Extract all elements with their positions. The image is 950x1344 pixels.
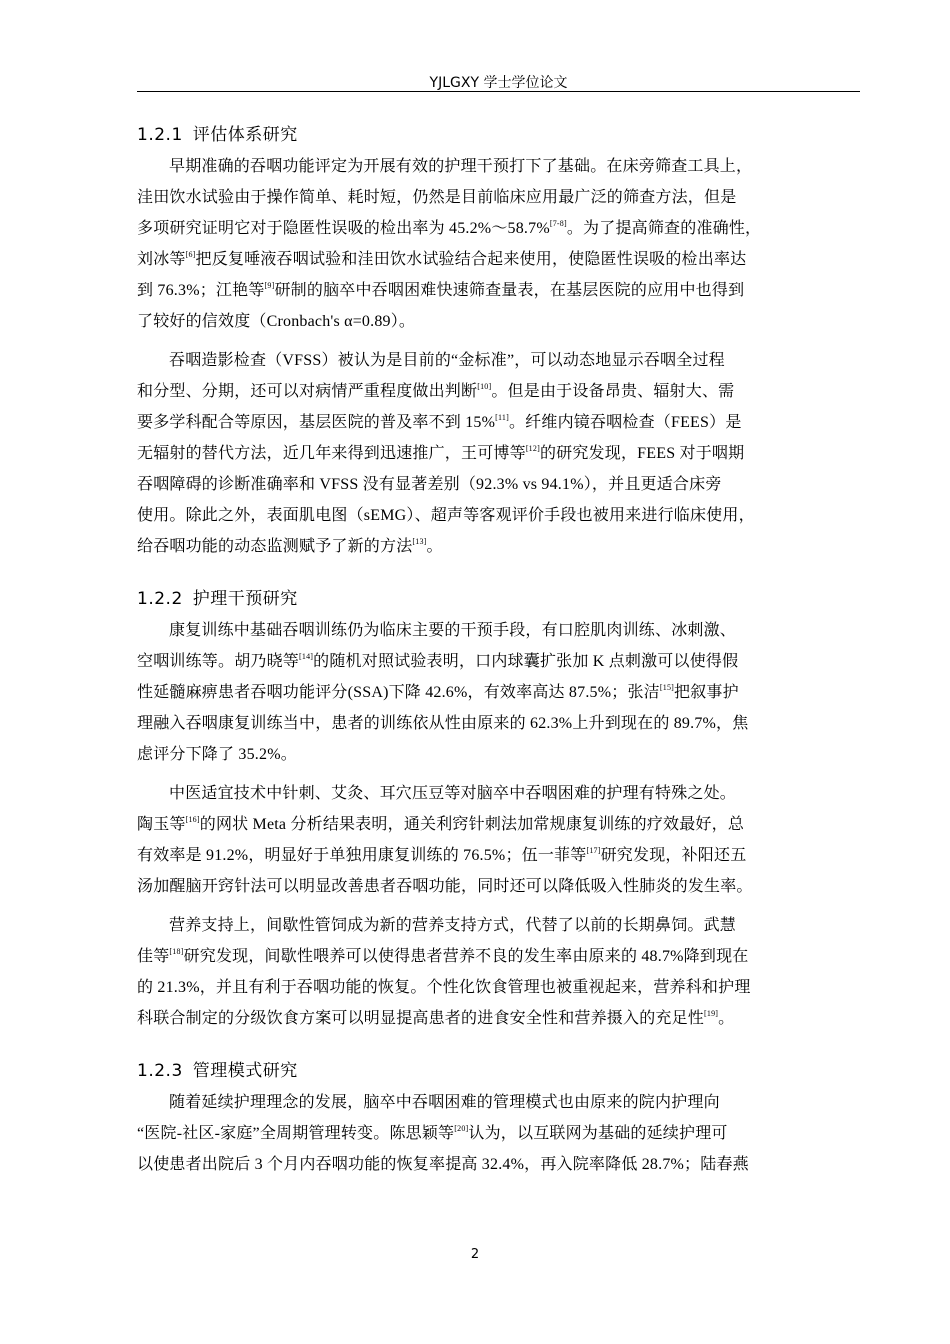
citation-ref[interactable]: [12]: [525, 444, 540, 453]
citation-ref[interactable]: [20]: [454, 1124, 469, 1133]
citation-ref[interactable]: [13]: [412, 537, 427, 546]
body-paragraph: [137, 151, 860, 337]
text-line: 虑评分下降了 35.2%。: [137, 746, 297, 763]
text-line: 营养支持上，间歇性管饲成为新的营养支持方式，代替了以前的长期鼻饲。武慧: [169, 917, 737, 934]
text-line: 早期准确的吞咽功能评定为开展有效的护理干预打下了基础。在床旁筛查工具上，: [169, 158, 753, 175]
text-line: 给吞咽功能的动态监测赋予了新的方法[13]。: [137, 537, 443, 555]
section-title: 护理干预研究: [192, 589, 298, 609]
document-body: [137, 108, 860, 1188]
header-divider: [137, 91, 860, 92]
section-number: 1.2.1: [137, 125, 183, 145]
text-line: 佳等[18]研究发现，间歇性喂养可以使得患者营养不良的发生率由原来的 48.7%降到现在: [137, 947, 749, 965]
text-line: 洼田饮水试验由于操作简单、耗时短，仍然是目前临床应用最广泛的筛查方法，但是: [137, 189, 737, 206]
section-title: 管理模式研究: [192, 1061, 298, 1081]
text-line: 陶玉等[16]的网状 Meta 分析结果表明，通关利窍针刺法加常规康复训练的疗效最好，总: [137, 815, 745, 833]
citation-ref[interactable]: [9]: [264, 281, 275, 290]
text-line: 理融入吞咽康复训练当中，患者的训练依从性由原来的 62.3%上升到现在的 89.7%，焦: [137, 715, 749, 732]
section-number: 1.2.3: [137, 1061, 183, 1081]
section-number: 1.2.2: [137, 589, 183, 609]
citation-ref[interactable]: [14]: [299, 652, 314, 661]
text-line: 空咽训练等。胡乃晓等[14]的随机对照试验表明，口内球囊扩张加 K 点刺激可以使得假: [137, 652, 739, 670]
text-line: 科联合制定的分级饮食方案可以明显提高患者的进食安全性和营养摄入的充足性[19]。: [137, 1009, 735, 1027]
text-line: 到 76.3%；江艳等[9]研制的脑卒中吞咽困难快速筛查量表，在基层医院的应用中也得到: [137, 281, 745, 299]
citation-ref[interactable]: [19]: [704, 1009, 719, 1018]
text-line: 随着延续护理理念的发展，脑卒中吞咽困难的管理模式也由原来的院内护理向: [169, 1094, 720, 1111]
text-line: “医院-社区-家庭”全周期管理转变。陈思颖等[20]认为，以互联网为基础的延续护理可: [137, 1124, 728, 1142]
text-line: 和分型、分期，还可以对病情严重程度做出判断[10]。但是由于设备昂贵、辐射大、需: [137, 382, 735, 400]
citation-ref[interactable]: [10]: [477, 382, 492, 391]
citation-ref[interactable]: [15]: [659, 683, 675, 692]
section-heading: [137, 120, 860, 145]
text-line: 使用。除此之外，表面肌电图（sEMG）、超声等客观评价手段也被用来进行临床使用，: [137, 507, 755, 524]
citation-ref[interactable]: [7-8]: [549, 219, 567, 228]
body-paragraph: [137, 615, 860, 770]
text-line: 性延髓麻痹患者吞咽功能评分(SSA)下降 42.6%，有效率高达 87.5%；张洁[15]把叙事护: [137, 683, 739, 701]
body-paragraph: [137, 345, 860, 562]
body-paragraph: [137, 1087, 860, 1180]
section-heading: [137, 584, 860, 609]
text-line: 有效率是 91.2%，明显好于单独用康复训练的 76.5%；伍一菲等[17]研究发现，补阳还五: [137, 846, 747, 864]
text-line: 中医适宜技术中针刺、艾灸、耳穴压豆等对脑卒中吞咽困难的护理有特殊之处。: [169, 785, 737, 802]
text-line: 吞咽障碍的诊断准确率和 VFSS 没有显著差别（92.3% vs 94.1%），并且更适合床旁: [137, 476, 722, 493]
citation-ref[interactable]: [11]: [495, 413, 509, 422]
text-line: 汤加醒脑开窍针法可以明显改善患者吞咽功能，同时还可以降低吸入性肺炎的发生率。: [137, 878, 753, 895]
running-header: YJLGXY 学士学位论文: [429, 75, 568, 91]
text-line: 了较好的信效度（Cronbach's α=0.89）。: [137, 313, 416, 330]
citation-ref[interactable]: [6]: [185, 250, 196, 259]
text-line: 的 21.3%，并且有利于吞咽功能的恢复。个性化饮食管理也被重视起来，营养科和护理: [137, 979, 751, 996]
citation-ref[interactable]: [17]: [586, 846, 601, 855]
text-line: 刘冰等[6]把反复唾液吞咽试验和洼田饮水试验结合起来使用，使隐匿性误吸的检出率达: [137, 250, 747, 268]
text-line: 多项研究证明它对于隐匿性误吸的检出率为 45.2%～58.7%[7-8]。为了提高筛查的准确性，: [137, 219, 762, 237]
page-number: 2: [470, 1247, 480, 1262]
text-line: 以使患者出院后 3 个月内吞咽功能的恢复率提高 32.4%，再入院率降低 28.7%；陆春燕: [137, 1156, 749, 1173]
text-line: 要多学科配合等原因，基层医院的普及率不到 15%[11]。纤维内镜吞咽检查（FEES）是: [137, 413, 742, 431]
citation-ref[interactable]: [18]: [169, 947, 184, 956]
text-line: 吞咽造影检查（VFSS）被认为是目前的“金标准”，可以动态地显示吞咽全过程: [169, 352, 725, 369]
body-paragraph: [137, 778, 860, 902]
section-heading: [137, 1056, 860, 1081]
text-line: 无辐射的替代方法，近几年来得到迅速推广，王可博等[12]的研究发现，FEES 对于咽期: [137, 444, 745, 462]
text-line: 康复训练中基础吞咽训练仍为临床主要的干预手段，有口腔肌肉训练、冰刺激、: [169, 622, 737, 639]
citation-ref[interactable]: [16]: [185, 815, 200, 824]
body-paragraph: [137, 910, 860, 1034]
section-title: 评估体系研究: [192, 125, 298, 145]
